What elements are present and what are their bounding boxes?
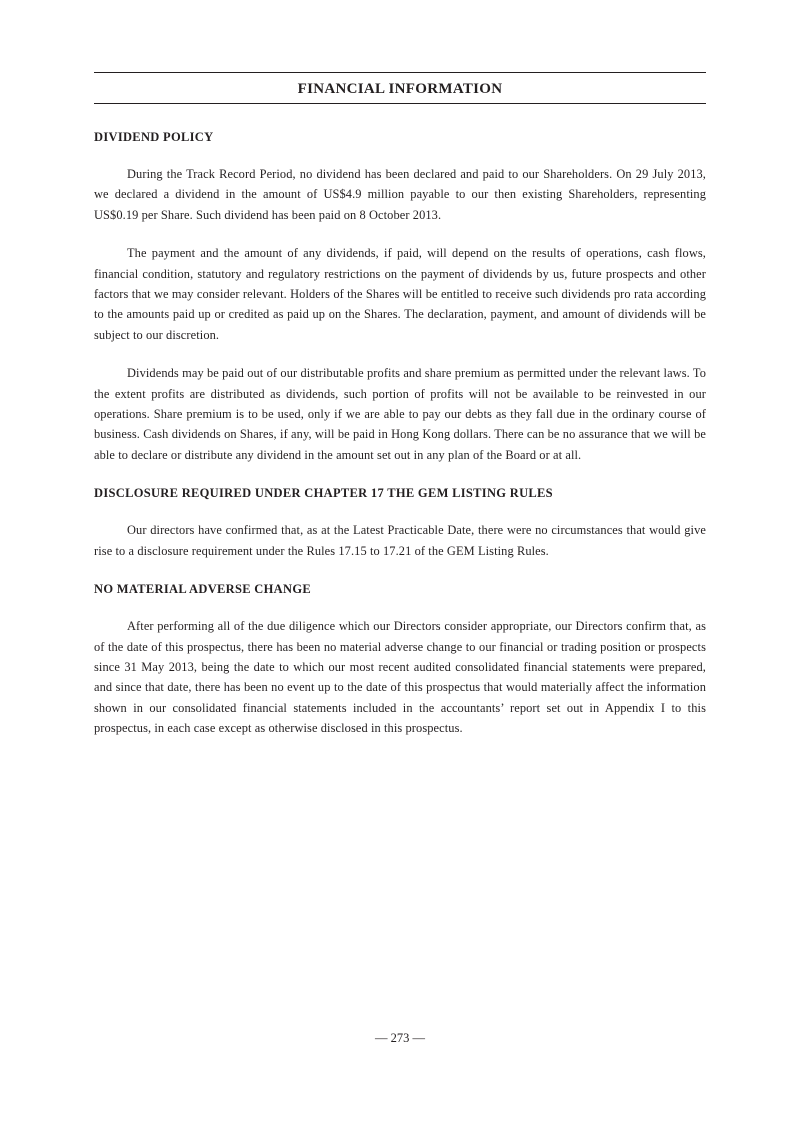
- section-heading-dividend-policy: DIVIDEND POLICY: [94, 130, 214, 144]
- document-page: [94, 72, 706, 739]
- paragraph: The payment and the amount of any dividends, if paid, will depend on the results of operations, cash flows, financial condition, statutory and regulatory restrictions on the payment of dividends by us, future prospects and other factors that we may consider relevant. Holders of the Shares will be entitled to receive such dividends pro rata according to the amounts paid up or credited as paid up on the Shares. The declaration, payment, and amount of dividends will be subject to our discretion.: [94, 246, 706, 342]
- page-header-title: FINANCIAL INFORMATION: [297, 81, 503, 97]
- page-number: — 273 —: [375, 1031, 425, 1045]
- paragraph: During the Track Record Period, no dividend has been declared and paid to our Shareholders. On 29 July 2013, we declared a dividend in the amount of US$4.9 million payable to our then existing Shareholders, representing US$0.19 per Share. Such dividend has been paid on 8 October 2013.: [94, 167, 706, 222]
- section-heading-no-material-adverse-change: NO MATERIAL ADVERSE CHANGE: [94, 582, 311, 597]
- paragraph: Our directors have confirmed that, as at the Latest Practicable Date, there were no circumstances that would give rise to a disclosure requirement under the Rules 17.15 to 17.21 of the GEM Listing Rules.: [94, 523, 706, 558]
- paragraph: After performing all of the due diligence which our Directors consider appropriate, our Directors confirm that, as of the date of this prospectus, there has been no material adverse change to our financial or trading position or prospects since 31 May 2013, being the date to which our most recent audited consolidated financial statements were prepared, and since that date, there has been no event up to the date of this prospectus that would materially affect the information shown in our consolidated financial statements included in the accountants’ report set out in Appendix I to this prospectus, in each case except as otherwise disclosed in this prospectus.: [94, 619, 706, 736]
- section-heading-disclosure: DISCLOSURE REQUIRED UNDER CHAPTER 17 THE GEM LISTING RULES: [94, 486, 553, 501]
- paragraph: Dividends may be paid out of our distributable profits and share premium as permitted under the relevant laws. To the extent profits are distributed as dividends, such portion of profits will not be available to be reinvested in our operations. Share premium is to be used, only if we are able to pay our debts as they fall due in the ordinary course of business. Cash dividends on Shares, if any, will be paid in Hong Kong dollars. There can be no assurance that we will be able to declare or distribute any dividend in the amount set out in any plan of the Board or at all.: [94, 366, 706, 462]
